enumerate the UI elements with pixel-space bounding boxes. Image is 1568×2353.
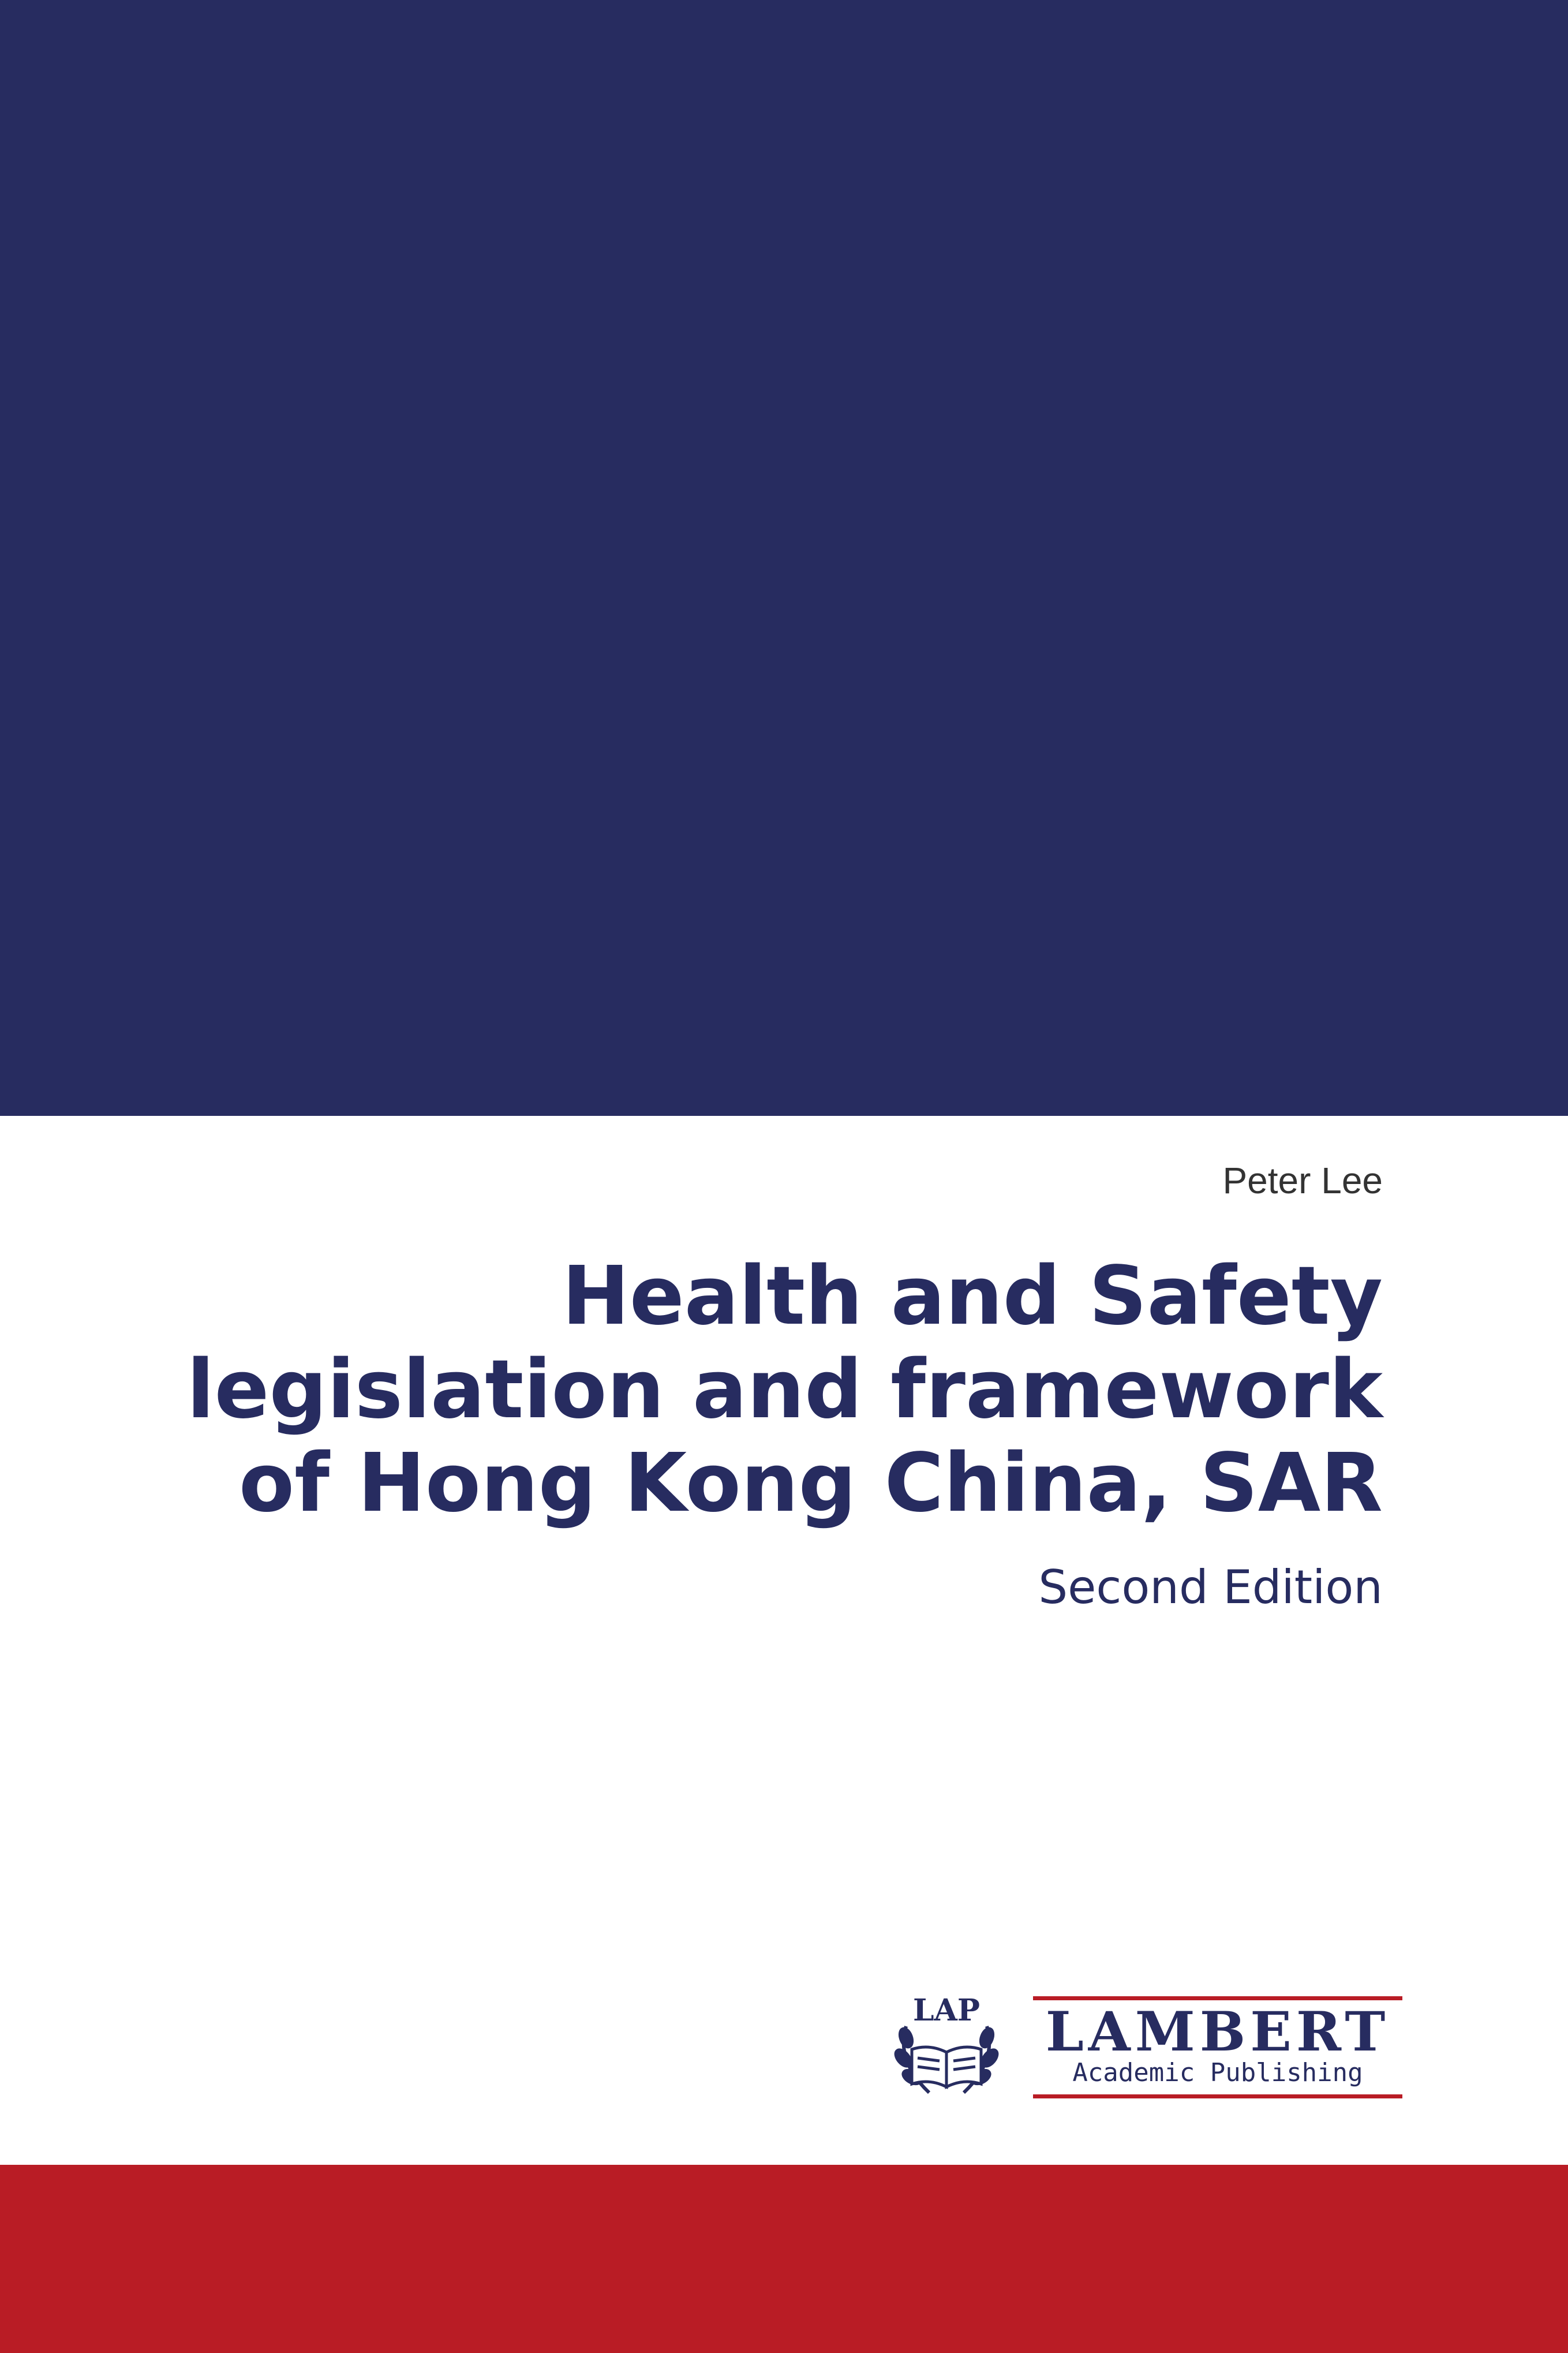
publisher-name: LAMBERT <box>1045 2000 1390 2064</box>
edition-label: Second Edition <box>1038 1560 1383 1614</box>
emblem-text: LAP <box>912 1993 981 2028</box>
top-color-band <box>0 0 1568 1116</box>
author-name: Peter Lee <box>1222 1160 1383 1201</box>
publisher-tagline: Academic Publishing <box>1072 2058 1363 2087</box>
title-line-3: of Hong Kong China, SAR <box>238 1436 1383 1530</box>
bottom-color-band <box>0 2165 1568 2353</box>
logo-top-rule <box>1033 1996 1402 2000</box>
lap-emblem <box>893 1993 1000 2093</box>
book-title <box>113 1250 1383 1530</box>
logo-bottom-rule <box>1033 2094 1402 2098</box>
title-line-1: Health and Safety <box>562 1249 1383 1343</box>
title-line-2: legislation and framework <box>186 1343 1383 1437</box>
book-icon <box>912 2047 981 2087</box>
publisher-logo <box>889 1986 1402 2113</box>
